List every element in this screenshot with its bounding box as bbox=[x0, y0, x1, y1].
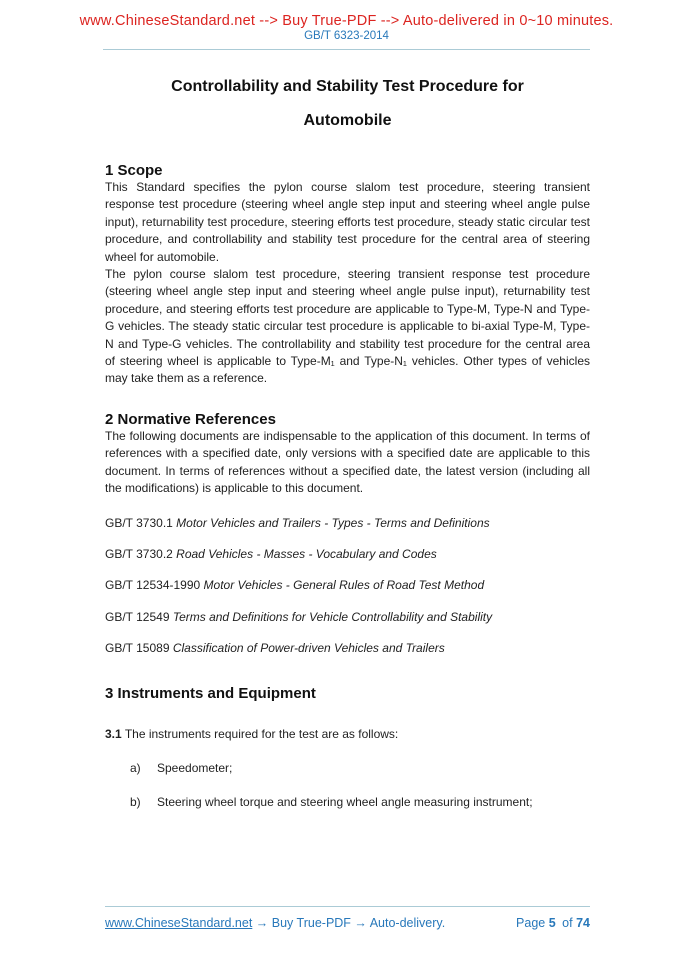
document-title-line2: Automobile bbox=[303, 112, 392, 129]
reference-code: GB/T 3730.2 bbox=[105, 546, 173, 561]
reference-code: GB/T 3730.1 bbox=[105, 515, 173, 530]
document-body bbox=[105, 78, 590, 812]
document-code: GB/T 6323-2014 bbox=[304, 30, 389, 42]
reference-item bbox=[105, 546, 590, 563]
scope-paragraph-2: The pylon course slalom test procedure, steering transient response test procedure (steering wheel angle step input and steering wheel angle pulse input), returnability test procedure, and steering efforts test procedure are applicable to Type-M, Type-N and Type-G vehicles. The steady static circular test procedure is applicable to bi-axial Type-M, Type-N and Type-G vehicles. The controllability and stability test procedure for the central area of steering wheel is applicable to Type-M₁ and Type-N₁ vehicles. Other types of vehicles may take them as a reference. bbox=[105, 267, 590, 386]
reference-title: Road Vehicles - Masses - Vocabulary and Codes bbox=[176, 546, 437, 561]
normative-references-paragraph: The following documents are indispensable to the application of this document. In terms of references with a specified date, only versions with a specified date are applicable to this document. In terms of references without a specified date, the latest version (including all the modifications) is applicable to this document. bbox=[105, 428, 590, 496]
reference-code: GB/T 15089 bbox=[105, 641, 170, 656]
page-footer bbox=[105, 916, 590, 930]
document-title bbox=[105, 78, 590, 130]
header-divider bbox=[103, 49, 590, 50]
list-item-text: Steering wheel torque and steering wheel angle measuring instrument; bbox=[157, 795, 533, 810]
scope-paragraph-1: This Standard specifies the pylon course slalom test procedure, steering transient response test procedure (steering wheel angle step input and steering wheel angle pulse input), returnability test procedure, steering efforts test procedure, steady static circular test procedure, and controllability and stability test procedure for the central area of steering wheel for automobile. bbox=[105, 180, 590, 264]
reference-item bbox=[105, 515, 590, 532]
clause-3-1 bbox=[105, 726, 590, 743]
reference-code: GB/T 12549 bbox=[105, 609, 170, 624]
list-item-label: b) bbox=[130, 795, 141, 810]
reference-title: Terms and Definitions for Vehicle Controllability and Stability bbox=[172, 609, 493, 624]
document-title-line1: Controllability and Stability Test Procedure for bbox=[171, 78, 524, 95]
page-label: Page bbox=[516, 916, 546, 930]
clause-text: The instruments required for the test are as follows: bbox=[124, 726, 399, 741]
reference-title: Classification of Power-driven Vehicles and Trailers bbox=[172, 641, 445, 656]
list-item bbox=[130, 794, 590, 811]
reference-code: GB/T 12534-1990 bbox=[105, 578, 201, 593]
page-total: 74 bbox=[576, 916, 590, 930]
page-current: 5 bbox=[548, 916, 556, 930]
reference-title: Motor Vehicles and Trailers - Types - Terms and Definitions bbox=[176, 515, 490, 530]
section-heading-instruments-equipment: 3 Instruments and Equipment bbox=[105, 684, 316, 702]
reference-item bbox=[105, 577, 590, 594]
footer-website-link[interactable]: www.ChineseStandard.net bbox=[105, 916, 253, 930]
section-heading-normative-references: 2 Normative References bbox=[105, 410, 276, 428]
section-heading-scope: 1 Scope bbox=[105, 162, 163, 179]
page-indicator bbox=[516, 916, 590, 930]
list-item-label: a) bbox=[130, 760, 141, 775]
footer-divider bbox=[105, 906, 590, 907]
clause-number: 3.1 bbox=[105, 726, 122, 741]
footer-link-tail: → Buy True-PDF → Auto-delivery. bbox=[252, 916, 446, 930]
reference-item bbox=[105, 640, 590, 657]
reference-title: Motor Vehicles - General Rules of Road Test Method bbox=[203, 578, 485, 593]
list-item-text: Speedometer; bbox=[157, 760, 233, 775]
page-of-label: of bbox=[562, 916, 573, 930]
normative-reference-list bbox=[105, 515, 590, 658]
footer-left bbox=[105, 916, 445, 930]
promo-banner: www.ChineseStandard.net --> Buy True-PDF --> Auto-delivered in 0~10 minutes. bbox=[79, 13, 614, 29]
list-item bbox=[130, 760, 590, 777]
reference-item bbox=[105, 609, 590, 626]
